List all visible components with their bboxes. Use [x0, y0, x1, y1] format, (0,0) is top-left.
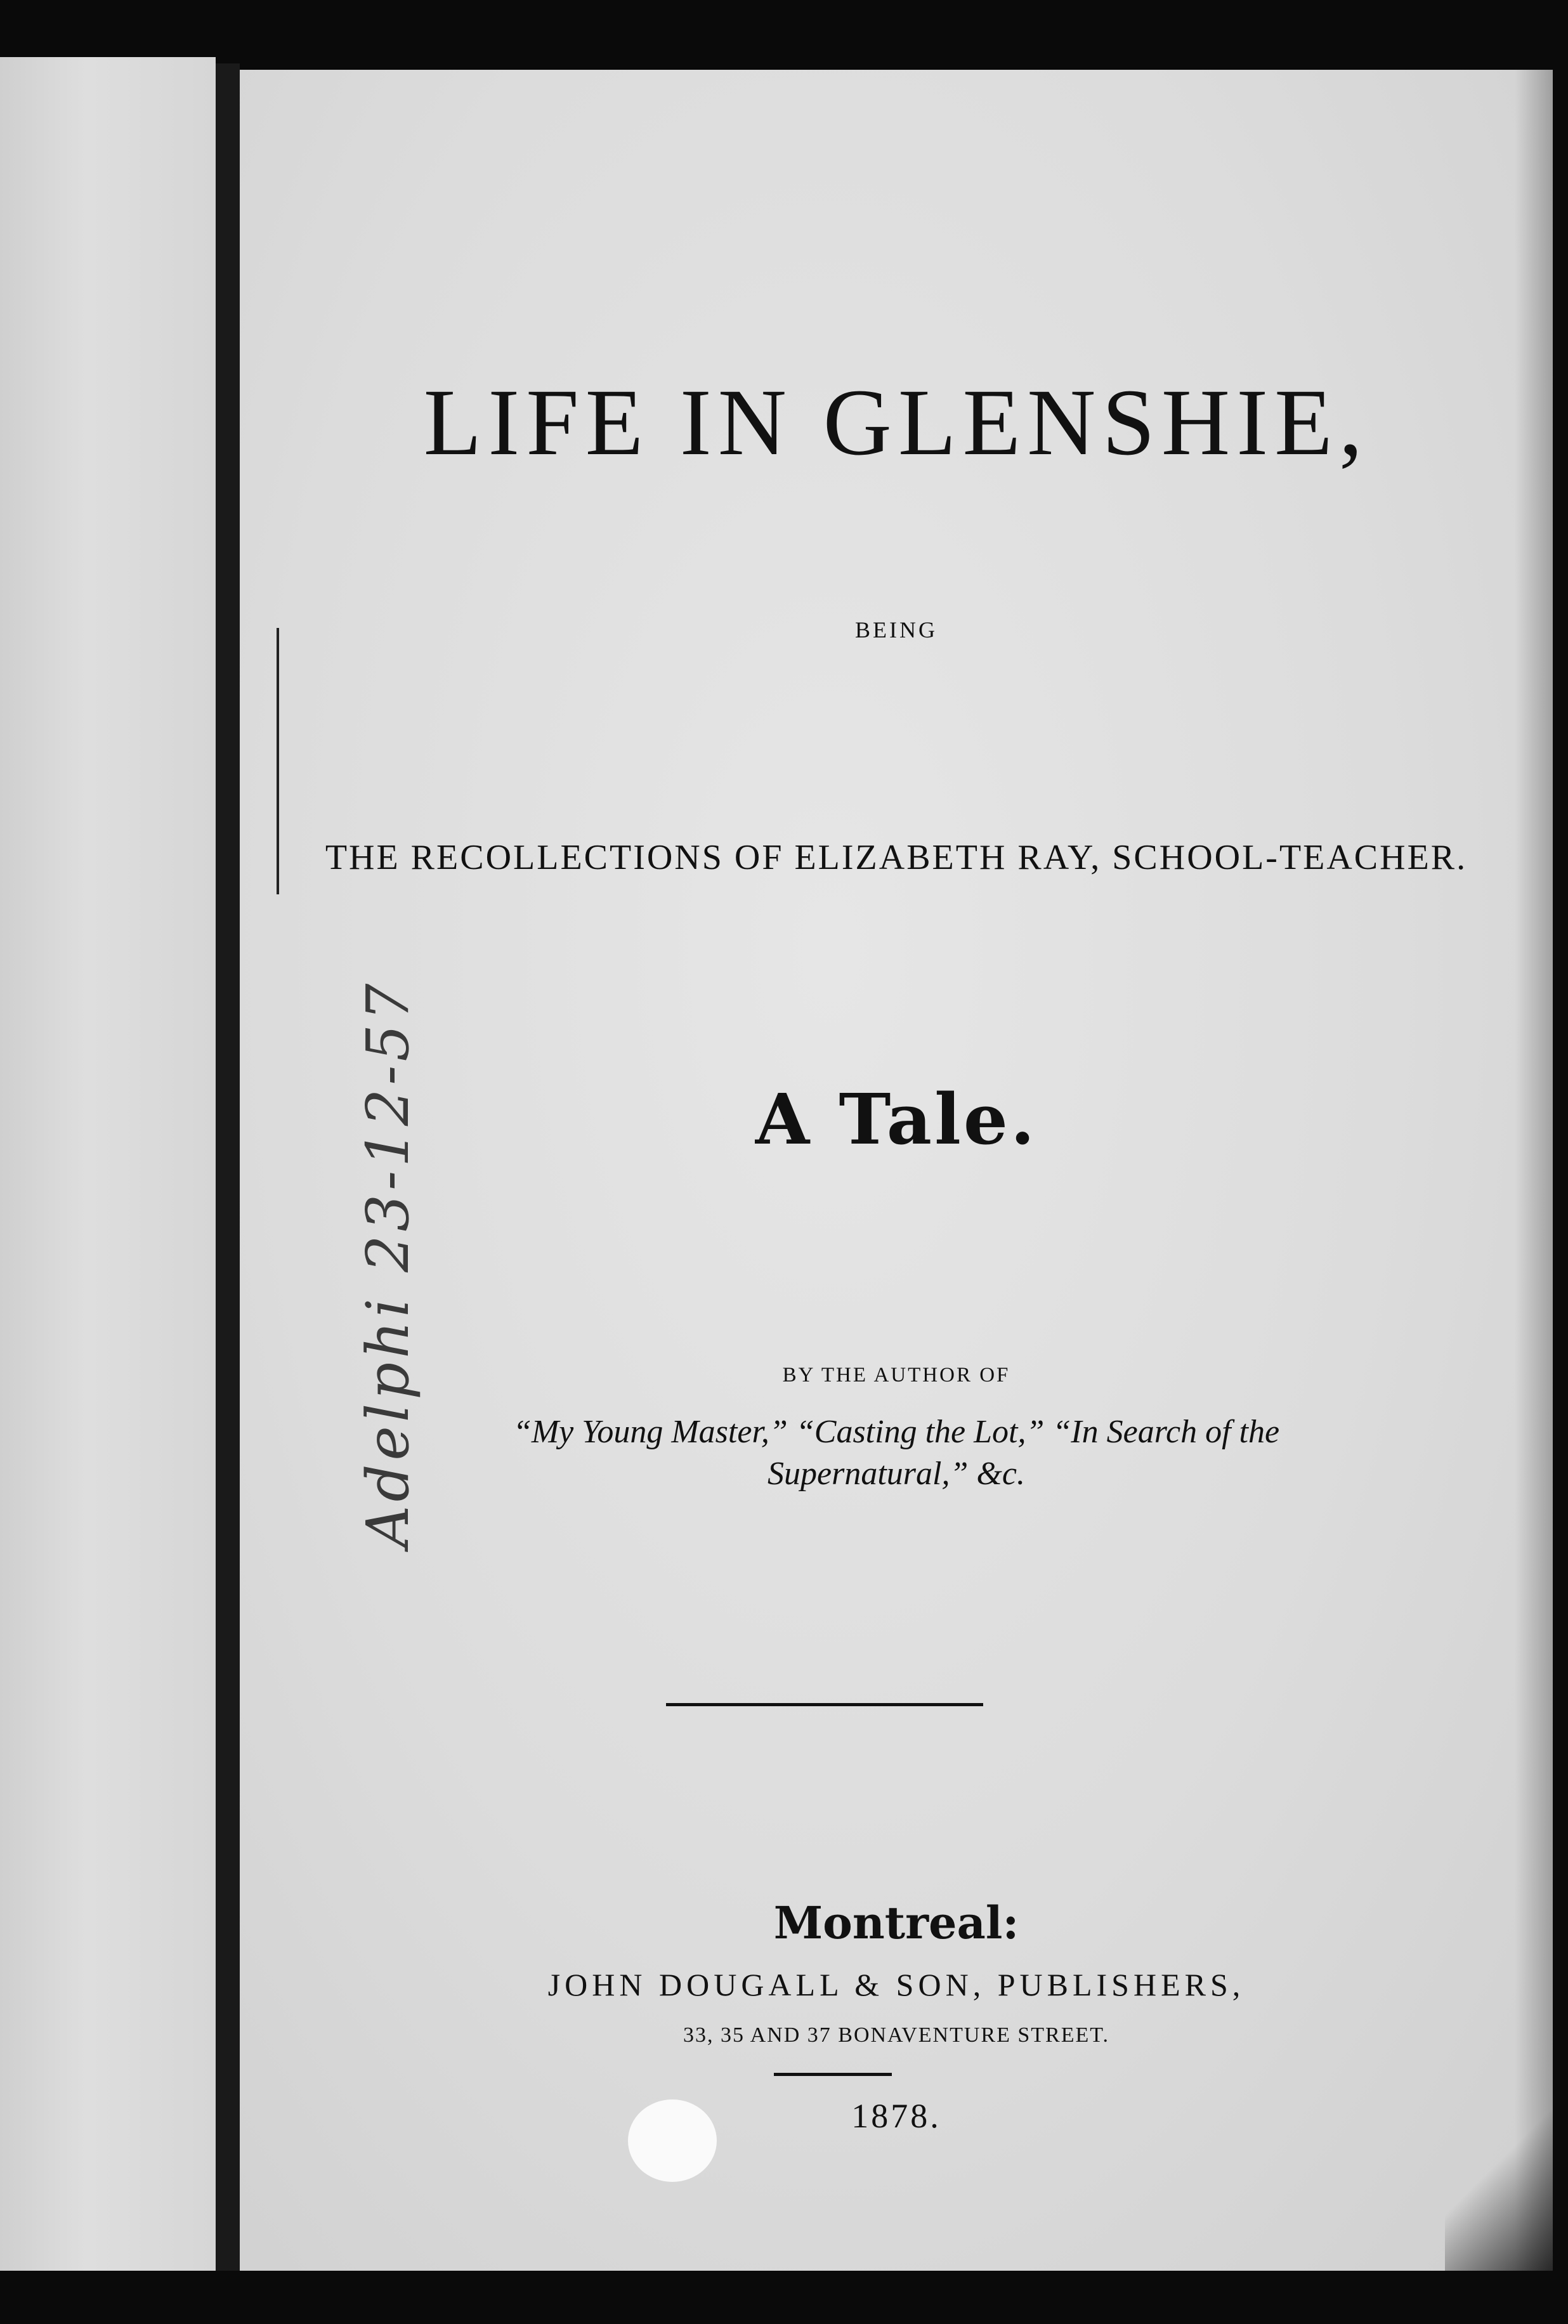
tale-label: A Tale.	[755, 1078, 1038, 1160]
publication-year: 1878.	[851, 2097, 941, 2135]
book-title: LIFE IN GLENSHIE,	[423, 370, 1369, 475]
book-subtitle: THE RECOLLECTIONS OF ELIZABETH RAY, SCHOOL-TEACHER.	[325, 838, 1468, 877]
title-page	[240, 70, 1553, 2271]
divider-rule	[666, 1703, 983, 1706]
endpaper	[0, 57, 216, 2271]
book-spine	[216, 63, 240, 2271]
publisher-name: JOHN DOUGALL & SON, PUBLISHERS,	[547, 1967, 1245, 2002]
byline: BY THE AUTHOR OF	[782, 1364, 1010, 1387]
publication-city: Montreal:	[773, 1896, 1019, 1949]
paper-blemish	[628, 2099, 717, 2182]
other-works	[240, 1411, 1553, 1495]
small-divider-rule	[774, 2073, 892, 2076]
being-label: BEING	[855, 617, 938, 643]
other-works-line-1: “My Young Master,” “Casting the Lot,” “In Search of the	[513, 1414, 1280, 1450]
publisher-address: 33, 35 AND 37 BONAVENTURE STREET.	[683, 2023, 1110, 2047]
other-works-line-2: Supernatural,” &c.	[768, 1456, 1025, 1492]
handwritten-margin-note: Adelphi 23-12-57	[354, 979, 422, 1548]
